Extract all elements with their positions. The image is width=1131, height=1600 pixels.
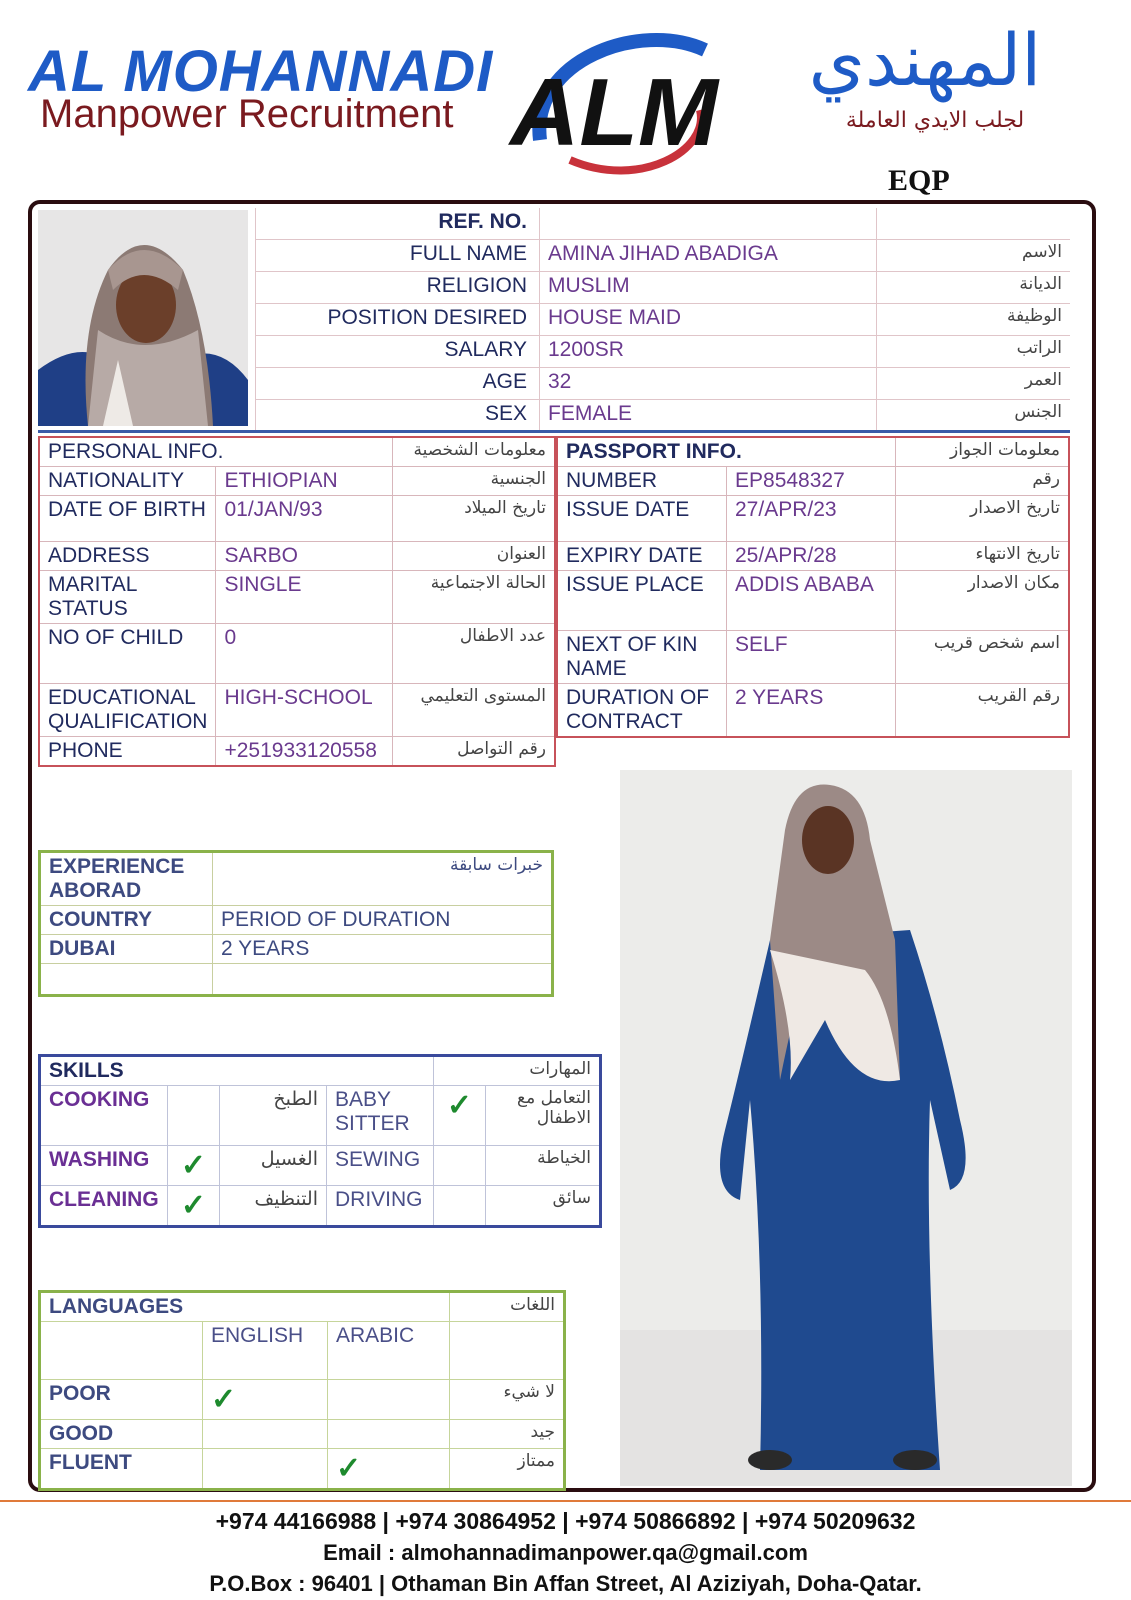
skill-cooking-arabic: الطبخ	[220, 1086, 327, 1146]
level-fluent-arabic: ممتاز	[450, 1449, 565, 1490]
check-icon: ✓	[168, 1186, 220, 1227]
phone-label: PHONE	[39, 737, 216, 767]
religion-arabic: الديانة	[877, 272, 1071, 304]
table-row	[39, 571, 555, 624]
table-row	[256, 336, 1071, 368]
table-row	[39, 467, 555, 496]
experience-period: 2 YEARS	[213, 935, 553, 964]
passport-number-value: EP8548327	[727, 467, 896, 496]
check-icon	[168, 1086, 220, 1146]
period-header: PERIOD OF DURATION	[213, 906, 553, 935]
table-row	[40, 935, 553, 964]
ref-no-value	[540, 208, 877, 240]
table-row	[557, 467, 1069, 496]
table-row	[39, 624, 555, 684]
level-poor: POOR	[40, 1380, 203, 1420]
table-row	[40, 852, 553, 906]
salary-arabic: الراتب	[877, 336, 1071, 368]
issue-place-value: ADDIS ABABA	[727, 571, 896, 631]
issue-place-arabic: مكان الاصدار	[896, 571, 1070, 631]
table-row	[40, 906, 553, 935]
dob-value: 01/JAN/93	[216, 496, 393, 542]
divider	[38, 430, 1070, 433]
skill-driving: DRIVING	[327, 1186, 434, 1227]
skill-sewing: SEWING	[327, 1146, 434, 1186]
ref-no-arabic	[877, 208, 1071, 240]
contract-duration-value: 2 YEARS	[727, 684, 896, 738]
personal-info-title-arabic: معلومات الشخصية	[393, 437, 555, 467]
skills-title: SKILLS	[40, 1056, 434, 1086]
footer-address: P.O.Box : 96401 | Othaman Bin Affan Street, Al Aziziyah, Doha-Qatar.	[209, 1571, 922, 1596]
age-value: 32	[540, 368, 877, 400]
religion-label: RELIGION	[256, 272, 540, 304]
skills-table	[38, 1054, 602, 1228]
issue-date-arabic: تاريخ الاصدار	[896, 496, 1070, 542]
table-row	[40, 1056, 601, 1086]
table-row	[40, 1380, 565, 1420]
table-row	[40, 1186, 601, 1227]
children-label: NO OF CHILD	[39, 624, 216, 684]
contract-duration-label: DURATION OF CONTRACT	[557, 684, 727, 738]
table-row	[40, 1420, 565, 1449]
level-good: GOOD	[40, 1420, 203, 1449]
skill-sewing-arabic: الخياطة	[486, 1146, 601, 1186]
issue-place-label: ISSUE PLACE	[557, 571, 727, 631]
table-row	[39, 437, 555, 467]
table-row	[557, 684, 1069, 738]
position-value: HOUSE MAID	[540, 304, 877, 336]
passport-info-title: PASSPORT INFO.	[557, 437, 896, 467]
table-row	[39, 737, 555, 767]
skill-cooking: COOKING	[40, 1086, 168, 1146]
contract-duration-arabic: رقم القريب	[896, 684, 1070, 738]
sex-label: SEX	[256, 400, 540, 432]
brand-name-arabic: المهندي	[808, 18, 1042, 102]
check-icon: ✓	[168, 1146, 220, 1186]
skill-washing-arabic: الغسيل	[220, 1146, 327, 1186]
full-name-label: FULL NAME	[256, 240, 540, 272]
portrait-photo	[38, 210, 248, 426]
dob-label: DATE OF BIRTH	[39, 496, 216, 542]
table-row	[256, 240, 1071, 272]
address-value: SARBO	[216, 542, 393, 571]
empty-cell	[450, 1322, 565, 1380]
table-row	[256, 400, 1071, 432]
check-icon	[203, 1449, 328, 1490]
brand-name-english: AL MOHANNADI	[28, 39, 494, 104]
empty-cell	[213, 964, 553, 996]
languages-title-arabic: اللغات	[450, 1292, 565, 1322]
table-row	[40, 1322, 565, 1380]
arabic-header: ARABIC	[328, 1322, 450, 1380]
passport-number-label: NUMBER	[557, 467, 727, 496]
expiry-date-arabic: تاريخ الانتهاء	[896, 542, 1070, 571]
personal-info-table	[38, 436, 556, 767]
check-icon: ✓	[434, 1086, 486, 1146]
experience-title-arabic: خبرات سابقة	[213, 852, 553, 906]
table-row	[39, 684, 555, 737]
nationality-arabic: الجنسية	[393, 467, 555, 496]
footer-email: Email : almohannadimanpower.qa@gmail.com	[323, 1540, 808, 1565]
check-icon	[434, 1146, 486, 1186]
empty-cell	[40, 964, 213, 996]
address-arabic: العنوان	[393, 542, 555, 571]
salary-value: 1200SR	[540, 336, 877, 368]
experience-table	[38, 850, 554, 997]
address-label: ADDRESS	[39, 542, 216, 571]
passport-info-table	[556, 436, 1070, 738]
children-value: 0	[216, 624, 393, 684]
dob-arabic: تاريخ الميلاد	[393, 496, 555, 542]
table-row	[39, 496, 555, 542]
full-body-photo	[620, 770, 1072, 1486]
table-row	[40, 1449, 565, 1490]
check-icon: ✓	[328, 1449, 450, 1490]
phone-value: +251933120558	[216, 737, 393, 767]
position-label: POSITION DESIRED	[256, 304, 540, 336]
table-row	[256, 272, 1071, 304]
brand-tagline-english: Manpower Recruitment	[40, 92, 454, 136]
next-of-kin-arabic: اسم شخص قريب	[896, 631, 1070, 684]
skill-driving-arabic: سائق	[486, 1186, 601, 1227]
personal-info-title: PERSONAL INFO.	[39, 437, 393, 467]
check-icon	[203, 1420, 328, 1449]
full-name-value: AMINA JIHAD ABADIGA	[540, 240, 877, 272]
alm-logo	[500, 20, 730, 180]
marital-status-value: SINGLE	[216, 571, 393, 624]
position-arabic: الوظيفة	[877, 304, 1071, 336]
issue-date-label: ISSUE DATE	[557, 496, 727, 542]
expiry-date-label: EXPIRY DATE	[557, 542, 727, 571]
age-label: AGE	[256, 368, 540, 400]
table-row	[557, 437, 1069, 467]
next-of-kin-value: SELF	[727, 631, 896, 684]
languages-title: LANGUAGES	[40, 1292, 450, 1322]
check-icon	[328, 1420, 450, 1449]
next-of-kin-label: NEXT OF KIN NAME	[557, 631, 727, 684]
nationality-label: NATIONALITY	[39, 467, 216, 496]
level-good-arabic: جيد	[450, 1420, 565, 1449]
footer-phones: +974 44166988 | +974 30864952 | +974 50866892 | +974 50209632	[215, 1508, 916, 1534]
issue-date-value: 27/APR/23	[727, 496, 896, 542]
table-row	[40, 1086, 601, 1146]
education-arabic: المستوى التعليمي	[393, 684, 555, 737]
table-row	[557, 631, 1069, 684]
skills-title-arabic: المهارات	[434, 1056, 601, 1086]
experience-country: DUBAI	[40, 935, 213, 964]
phone-arabic: رقم التواصل	[393, 737, 555, 767]
education-value: HIGH-SCHOOL	[216, 684, 393, 737]
nationality-value: ETHIOPIAN	[216, 467, 393, 496]
check-icon	[434, 1186, 486, 1227]
sex-arabic: الجنس	[877, 400, 1071, 432]
skill-cleaning-arabic: التنظيف	[220, 1186, 327, 1227]
education-label: EDUCATIONAL QUALIFICATION	[39, 684, 216, 737]
passport-info-title-arabic: معلومات الجواز	[896, 437, 1070, 467]
profile-table	[255, 208, 1070, 432]
level-poor-arabic: لا شيء	[450, 1380, 565, 1420]
age-arabic: العمر	[877, 368, 1071, 400]
religion-value: MUSLIM	[540, 272, 877, 304]
table-row	[40, 964, 553, 996]
languages-table	[38, 1290, 566, 1491]
marital-status-label: MARITAL STATUS	[39, 571, 216, 624]
table-row	[256, 208, 1071, 240]
table-row	[557, 542, 1069, 571]
brand-tagline-arabic: لجلب الايدي العاملة	[845, 108, 1025, 133]
children-arabic: عدد الاطفال	[393, 624, 555, 684]
skill-baby-sitter: BABY SITTER	[327, 1086, 434, 1146]
skill-washing: WASHING	[40, 1146, 168, 1186]
country-header: COUNTRY	[40, 906, 213, 935]
passport-number-arabic: رقم	[896, 467, 1070, 496]
table-row	[256, 368, 1071, 400]
full-name-arabic: الاسم	[877, 240, 1071, 272]
table-row	[557, 571, 1069, 631]
table-row	[557, 496, 1069, 542]
expiry-date-value: 25/APR/28	[727, 542, 896, 571]
skill-baby-sitter-arabic: التعامل مع الاطفال	[486, 1086, 601, 1146]
level-fluent: FLUENT	[40, 1449, 203, 1490]
footer-divider	[0, 1500, 1131, 1502]
logo-text: ALM	[510, 59, 718, 166]
table-row	[40, 1146, 601, 1186]
check-icon: ✓	[203, 1380, 328, 1420]
salary-label: SALARY	[256, 336, 540, 368]
sex-value: FEMALE	[540, 400, 877, 432]
skill-cleaning: CLEANING	[40, 1186, 168, 1227]
ref-no-label: REF. NO.	[256, 208, 540, 240]
empty-cell	[40, 1322, 203, 1380]
table-row	[40, 1292, 565, 1322]
table-row	[39, 542, 555, 571]
marital-status-arabic: الحالة الاجتماعية	[393, 571, 555, 624]
document-code: EQP	[888, 164, 950, 197]
experience-title: EXPERIENCE ABORAD	[40, 852, 213, 906]
check-icon	[328, 1380, 450, 1420]
english-header: ENGLISH	[203, 1322, 328, 1380]
table-row	[256, 304, 1071, 336]
